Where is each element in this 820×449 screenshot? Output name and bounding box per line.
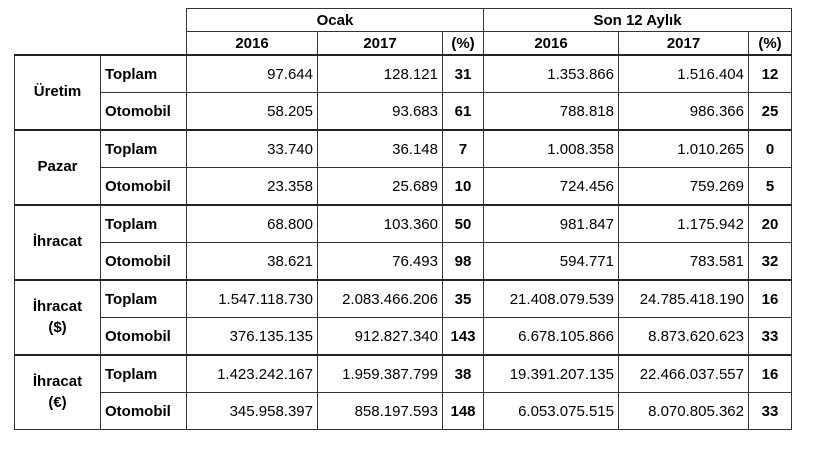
table-row <box>15 355 792 393</box>
value-cell: 68.800 <box>187 205 318 243</box>
value-cell: 858.197.593 <box>318 393 443 430</box>
table-row <box>15 318 792 356</box>
value-cell: 128.121 <box>318 55 443 93</box>
subcategory-label: Toplam <box>101 55 187 93</box>
value-cell: 912.827.340 <box>318 318 443 356</box>
percent-cell: 10 <box>443 168 484 206</box>
subcategory-label: Otomobil <box>101 318 187 356</box>
subcategory-label: Otomobil <box>101 393 187 430</box>
category-cell <box>15 205 101 280</box>
value-cell: 1.959.387.799 <box>318 355 443 393</box>
category-label: İhracat <box>32 298 83 316</box>
percent-cell: 0 <box>749 130 792 168</box>
table-row <box>15 205 792 243</box>
column-header: 2016 <box>187 32 318 56</box>
column-header: (%) <box>749 32 792 56</box>
percent-cell: 33 <box>749 393 792 430</box>
subcategory-label: Otomobil <box>101 243 187 281</box>
corner-cell <box>15 9 187 56</box>
percent-cell: 148 <box>443 393 484 430</box>
value-cell: 2.083.466.206 <box>318 280 443 318</box>
value-cell: 19.391.207.135 <box>484 355 619 393</box>
table-row <box>15 168 792 206</box>
percent-cell: 61 <box>443 93 484 131</box>
value-cell: 36.148 <box>318 130 443 168</box>
subcategory-label: Toplam <box>101 130 187 168</box>
percent-cell: 98 <box>443 243 484 281</box>
column-header: 2017 <box>318 32 443 56</box>
value-cell: 594.771 <box>484 243 619 281</box>
column-header: 2017 <box>619 32 749 56</box>
percent-cell: 7 <box>443 130 484 168</box>
subcategory-label: Toplam <box>101 355 187 393</box>
table-row <box>15 93 792 131</box>
value-cell: 6.678.105.866 <box>484 318 619 356</box>
percent-cell: 32 <box>749 243 792 281</box>
table-row <box>15 55 792 93</box>
subcategory-label: Toplam <box>101 280 187 318</box>
percent-cell: 33 <box>749 318 792 356</box>
value-cell: 788.818 <box>484 93 619 131</box>
value-cell: 1.547.118.730 <box>187 280 318 318</box>
category-label: İhracat <box>32 373 83 391</box>
value-cell: 93.683 <box>318 93 443 131</box>
value-cell: 986.366 <box>619 93 749 131</box>
category-label: İhracat <box>32 233 83 251</box>
value-cell: 21.408.079.539 <box>484 280 619 318</box>
percent-cell: 35 <box>443 280 484 318</box>
column-header: (%) <box>443 32 484 56</box>
value-cell: 58.205 <box>187 93 318 131</box>
value-cell: 724.456 <box>484 168 619 206</box>
value-cell: 8.070.805.362 <box>619 393 749 430</box>
category-cell <box>15 280 101 355</box>
group-header-son-12-aylik: Son 12 Aylık <box>484 9 792 32</box>
category-label: ($) <box>48 318 67 336</box>
value-cell: 22.466.037.557 <box>619 355 749 393</box>
subcategory-label: Otomobil <box>101 168 187 206</box>
category-cell <box>15 55 101 130</box>
value-cell: 345.958.397 <box>187 393 318 430</box>
value-cell: 1.175.942 <box>619 205 749 243</box>
value-cell: 1.516.404 <box>619 55 749 93</box>
value-cell: 23.358 <box>187 168 318 206</box>
value-cell: 376.135.135 <box>187 318 318 356</box>
table-row <box>15 243 792 281</box>
value-cell: 24.785.418.190 <box>619 280 749 318</box>
table-row <box>15 130 792 168</box>
category-label: (€) <box>48 393 67 411</box>
percent-cell: 143 <box>443 318 484 356</box>
percent-cell: 12 <box>749 55 792 93</box>
value-cell: 8.873.620.623 <box>619 318 749 356</box>
value-cell: 33.740 <box>187 130 318 168</box>
subcategory-label: Toplam <box>101 205 187 243</box>
subcategory-label: Otomobil <box>101 93 187 131</box>
group-header-ocak: Ocak <box>187 9 484 32</box>
percent-cell: 5 <box>749 168 792 206</box>
value-cell: 25.689 <box>318 168 443 206</box>
column-header: 2016 <box>484 32 619 56</box>
value-cell: 38.621 <box>187 243 318 281</box>
table-row <box>15 280 792 318</box>
table-row <box>15 393 792 430</box>
value-cell: 981.847 <box>484 205 619 243</box>
percent-cell: 38 <box>443 355 484 393</box>
value-cell: 76.493 <box>318 243 443 281</box>
category-label: Üretim <box>33 83 82 101</box>
value-cell: 1.008.358 <box>484 130 619 168</box>
value-cell: 1.353.866 <box>484 55 619 93</box>
table-body <box>15 9 792 430</box>
value-cell: 97.644 <box>187 55 318 93</box>
percent-cell: 16 <box>749 280 792 318</box>
value-cell: 759.269 <box>619 168 749 206</box>
category-cell <box>15 130 101 205</box>
value-cell: 6.053.075.515 <box>484 393 619 430</box>
percent-cell: 31 <box>443 55 484 93</box>
percent-cell: 16 <box>749 355 792 393</box>
statistics-table <box>14 8 792 430</box>
category-label: Pazar <box>37 158 78 176</box>
percent-cell: 25 <box>749 93 792 131</box>
percent-cell: 20 <box>749 205 792 243</box>
value-cell: 1.010.265 <box>619 130 749 168</box>
value-cell: 783.581 <box>619 243 749 281</box>
percent-cell: 50 <box>443 205 484 243</box>
value-cell: 103.360 <box>318 205 443 243</box>
category-cell <box>15 355 101 430</box>
value-cell: 1.423.242.167 <box>187 355 318 393</box>
group-header-row <box>15 9 792 32</box>
